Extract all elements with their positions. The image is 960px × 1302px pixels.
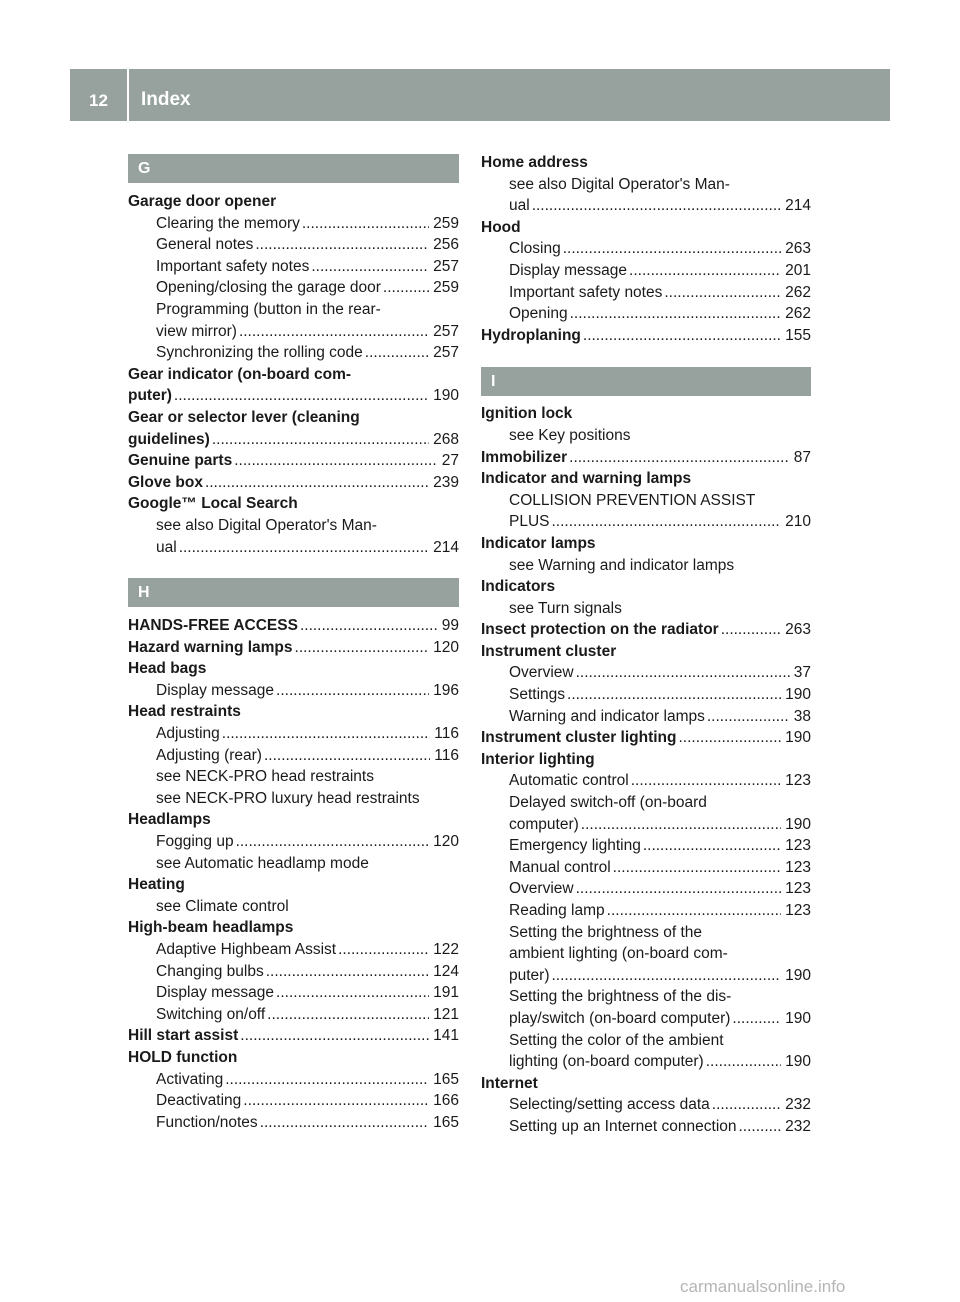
- entry-text: Opening/closing the garage door: [156, 279, 381, 297]
- index-subentry: [128, 831, 459, 853]
- entry-text: lighting (on-board computer): [509, 1053, 704, 1071]
- index-subentry: [481, 943, 811, 965]
- index-entry: [481, 727, 811, 749]
- entry-text: Home address: [481, 154, 588, 171]
- entry-text: ual: [156, 538, 177, 556]
- dot-leader: [732, 1008, 781, 1030]
- entry-text: Display message: [156, 984, 275, 1002]
- entry-text: Emergency lighting: [509, 837, 641, 855]
- page-reference: 201: [785, 261, 811, 279]
- dot-leader: [365, 342, 429, 364]
- dot-leader: [678, 727, 781, 749]
- section-letter-header: G: [128, 154, 459, 183]
- entry-text: see Automatic headlamp mode: [156, 854, 369, 872]
- page-reference: 120: [433, 833, 459, 851]
- page-reference: 190: [785, 1009, 811, 1027]
- page-reference: 191: [433, 984, 459, 1002]
- entry-text: Hydroplaning: [481, 326, 581, 344]
- index-subentry: [481, 857, 811, 879]
- dot-leader: [712, 1094, 781, 1116]
- page-number: 12: [89, 91, 108, 110]
- entry-text: Instrument cluster: [481, 642, 617, 660]
- index-entry: [128, 1025, 459, 1047]
- index-subentry: [481, 922, 811, 944]
- dot-leader: [643, 835, 781, 857]
- index-subentry: [128, 1112, 459, 1134]
- page-reference: 123: [785, 837, 811, 855]
- dot-leader: [179, 537, 429, 559]
- entry-text: Programming (button in the rear-: [156, 300, 381, 318]
- index-subentry: [128, 342, 459, 364]
- entry-text: Setting the brightness of the: [509, 923, 703, 941]
- section-letter-header: I: [481, 367, 811, 396]
- index-entry: [128, 658, 459, 680]
- dot-leader: [631, 770, 781, 792]
- index-entry: [481, 533, 811, 555]
- page-reference: 232: [785, 1096, 811, 1114]
- entry-text: Glove box: [128, 473, 203, 491]
- page-reference: 257: [433, 344, 459, 362]
- page-reference: 190: [785, 686, 811, 704]
- index-subentry: [481, 282, 811, 304]
- index-entry: [128, 364, 459, 386]
- index-subentry: [128, 939, 459, 961]
- dot-leader: [583, 325, 781, 347]
- entry-text: Indicator and warning lamps: [481, 470, 692, 488]
- dot-leader: [311, 256, 429, 278]
- dot-leader: [581, 814, 781, 836]
- index-subentry: [481, 900, 811, 922]
- index-subentry: [481, 706, 811, 728]
- entry-text: Synchronizing the rolling code: [156, 344, 363, 362]
- entry-text: Genuine parts: [128, 452, 233, 470]
- entry-text: Important safety notes: [509, 283, 663, 301]
- page-reference: 27: [441, 452, 459, 470]
- page-reference: 190: [785, 729, 811, 747]
- dot-leader: [267, 1004, 429, 1026]
- dot-leader: [570, 303, 782, 325]
- index-subentry: [481, 260, 811, 282]
- dot-leader: [302, 213, 429, 235]
- page-reference: 123: [785, 772, 811, 790]
- index-subentry: [128, 321, 459, 343]
- entry-text: Automatic control: [509, 772, 629, 790]
- entry-text: Head bags: [128, 660, 207, 678]
- index-entry: [481, 576, 811, 598]
- entry-text: Display message: [156, 681, 275, 699]
- index-entry: [481, 403, 811, 425]
- entry-text: Indicators: [481, 578, 556, 596]
- entry-text: Hazard warning lamps: [128, 638, 293, 656]
- dot-leader: [567, 684, 781, 706]
- page-reference: 166: [433, 1092, 459, 1110]
- entry-text: see Turn signals: [509, 599, 622, 617]
- index-entry: [128, 874, 459, 896]
- page-reference: 257: [433, 322, 459, 340]
- entry-text: Adjusting: [156, 725, 220, 743]
- index-entry: [128, 493, 459, 515]
- index-entry: [128, 615, 459, 637]
- entry-text: General notes: [156, 236, 254, 254]
- index-entry: [128, 385, 459, 407]
- entry-text: Internet: [481, 1074, 538, 1092]
- dot-leader: [552, 965, 782, 987]
- index-subentry: [481, 555, 811, 577]
- dot-leader: [721, 619, 781, 641]
- dot-leader: [552, 511, 782, 533]
- index-entry: [128, 450, 459, 472]
- index-entry: [128, 191, 459, 213]
- page-reference: 165: [433, 1070, 459, 1088]
- index-subentry: [481, 195, 811, 217]
- index-subentry: [481, 835, 811, 857]
- index-subentry: [128, 1004, 459, 1026]
- index-subentry: [481, 238, 811, 260]
- page-reference: 38: [793, 707, 811, 725]
- index-subentry: [128, 277, 459, 299]
- entry-text: see Climate control: [156, 897, 289, 915]
- page-reference: 123: [785, 858, 811, 876]
- index-entry: [128, 701, 459, 723]
- index-entry: [481, 619, 811, 641]
- entry-text: Closing: [509, 240, 561, 258]
- index-subentry: [481, 662, 811, 684]
- index-subentry: [128, 1069, 459, 1091]
- section-spacer: [128, 558, 459, 576]
- index-subentry: [128, 961, 459, 983]
- index-entry: [128, 809, 459, 831]
- index-subentry: [481, 986, 811, 1008]
- page-reference: 196: [433, 681, 459, 699]
- entry-text: see NECK-PRO head restraints: [156, 768, 374, 786]
- entry-text: puter): [509, 966, 550, 984]
- index-entry: [481, 325, 811, 347]
- page-reference: 155: [785, 326, 811, 344]
- dot-leader: [234, 450, 438, 472]
- entry-text: Display message: [509, 261, 628, 279]
- entry-text: Warning and indicator lamps: [509, 707, 705, 725]
- entry-text: Settings: [509, 686, 566, 704]
- page-reference: 190: [785, 815, 811, 833]
- page-reference: 87: [793, 448, 811, 466]
- entry-text: Activating: [156, 1070, 224, 1088]
- entry-text: Heating: [128, 876, 185, 894]
- page-reference: 190: [785, 1053, 811, 1071]
- index-subentry: [481, 1051, 811, 1073]
- index-entry: [481, 1073, 811, 1095]
- entry-text: Setting up an Internet connection: [509, 1117, 737, 1135]
- dot-leader: [255, 234, 429, 256]
- index-subentry: [481, 1094, 811, 1116]
- dot-leader: [383, 277, 429, 299]
- entry-text: guidelines): [128, 430, 210, 448]
- page-reference: 262: [785, 305, 811, 323]
- entry-text: Overview: [509, 664, 574, 682]
- page-reference: 214: [785, 197, 811, 215]
- entry-text: PLUS: [509, 513, 550, 531]
- dot-leader: [576, 662, 790, 684]
- dot-leader: [664, 282, 781, 304]
- entry-text: Setting the brightness of the dis-: [509, 988, 732, 1006]
- entry-text: Google™ Local Search: [128, 495, 298, 513]
- entry-text: see also Digital Operator's Man-: [509, 175, 730, 193]
- index-subentry: [128, 788, 459, 810]
- entry-text: Interior lighting: [481, 750, 595, 768]
- page-reference: 121: [433, 1005, 459, 1023]
- header-title: Index: [141, 89, 191, 110]
- index-subentry: [481, 814, 811, 836]
- dot-leader: [174, 385, 429, 407]
- dot-leader: [607, 900, 781, 922]
- entry-text: Headlamps: [128, 811, 211, 829]
- entry-text: Reading lamp: [509, 902, 605, 919]
- index-subentry: [128, 234, 459, 256]
- dot-leader: [276, 982, 429, 1004]
- dot-leader: [260, 1112, 429, 1134]
- page-reference: 190: [785, 966, 811, 984]
- entry-text: see also Digital Operator's Man-: [156, 516, 377, 534]
- entry-text: Ignition lock: [481, 405, 573, 423]
- dot-leader: [613, 857, 781, 879]
- entry-text: Function/notes: [156, 1113, 258, 1131]
- dot-leader: [240, 1025, 429, 1047]
- index-subentry: [481, 425, 811, 447]
- page-reference: 123: [785, 880, 811, 898]
- entry-text: ual: [509, 197, 530, 215]
- index-subentry: [481, 792, 811, 814]
- page-reference: 120: [433, 638, 459, 656]
- index-subentry: [128, 680, 459, 702]
- entry-text: Instrument cluster lighting: [481, 729, 677, 747]
- index-subentry: [481, 1008, 811, 1030]
- index-subentry: [481, 965, 811, 987]
- page-reference: 123: [785, 902, 811, 919]
- entry-text: Overview: [509, 880, 574, 898]
- page-reference: 214: [433, 538, 459, 556]
- index-subentry: [481, 684, 811, 706]
- index-subentry: [128, 853, 459, 875]
- page-reference: 190: [433, 387, 459, 405]
- index-subentry: [481, 303, 811, 325]
- entry-text: ambient lighting (on-board com-: [509, 945, 728, 963]
- dot-leader: [264, 745, 430, 767]
- entry-text: Setting the color of the ambient: [509, 1031, 724, 1049]
- index-entry: [128, 917, 459, 939]
- page-reference: 37: [793, 664, 811, 682]
- index-entry: [128, 1047, 459, 1069]
- entry-text: see NECK-PRO luxury head restraints: [156, 789, 420, 807]
- page-reference: 124: [433, 962, 459, 980]
- index-column-right: [481, 152, 811, 1138]
- page-reference: 263: [785, 621, 811, 639]
- entry-text: Changing bulbs: [156, 962, 264, 980]
- entry-text: Adaptive Highbeam Assist: [156, 941, 337, 958]
- entry-text: Gear indicator (on-board com-: [128, 365, 352, 383]
- entry-text: Hill start assist: [128, 1027, 239, 1045]
- page-reference: 116: [434, 725, 459, 743]
- dot-leader: [706, 1051, 781, 1073]
- page-reference: 259: [433, 279, 459, 297]
- entry-text: view mirror): [156, 322, 237, 340]
- index-subentry: [481, 770, 811, 792]
- index-subentry: [128, 896, 459, 918]
- dot-leader: [276, 680, 429, 702]
- entry-text: COLLISION PREVENTION ASSIST: [509, 491, 756, 509]
- index-subentry: [481, 878, 811, 900]
- index-entry: [128, 407, 459, 429]
- page-reference: 257: [433, 257, 459, 275]
- index-entry: [481, 749, 811, 771]
- dot-leader: [707, 706, 790, 728]
- entry-text: play/switch (on-board computer): [509, 1009, 731, 1027]
- index-entry: [481, 641, 811, 663]
- dot-leader: [236, 831, 430, 853]
- entry-text: Indicator lamps: [481, 534, 596, 552]
- dot-leader: [569, 447, 790, 469]
- dot-leader: [563, 238, 781, 260]
- index-subentry: [481, 511, 811, 533]
- index-subentry: [128, 723, 459, 745]
- entry-text: Fogging up: [156, 833, 234, 851]
- dot-leader: [532, 195, 781, 217]
- index-subentry: [481, 1030, 811, 1052]
- entry-text: Deactivating: [156, 1092, 242, 1110]
- entry-text: Hood: [481, 218, 521, 236]
- dot-leader: [300, 615, 438, 637]
- watermark: carmanualsonline.info: [680, 1277, 846, 1296]
- index-subentry: [481, 490, 811, 512]
- page-reference: 239: [433, 473, 459, 491]
- entry-text: Clearing the memory: [156, 214, 300, 232]
- entry-text: see Warning and indicator lamps: [509, 556, 735, 574]
- index-subentry: [128, 537, 459, 559]
- page-reference: 268: [433, 430, 459, 448]
- page-reference: 99: [441, 617, 459, 635]
- index-subentry: [128, 515, 459, 537]
- index-subentry: [481, 174, 811, 196]
- index-subentry: [128, 1090, 459, 1112]
- page-reference: 141: [433, 1027, 459, 1045]
- dot-leader: [338, 939, 429, 961]
- entry-text: HANDS-FREE ACCESS: [128, 617, 298, 635]
- dot-leader: [576, 878, 782, 900]
- page-reference: 122: [433, 941, 459, 958]
- index-subentry: [128, 745, 459, 767]
- dot-leader: [243, 1090, 429, 1112]
- index-subentry: [128, 213, 459, 235]
- entry-text: HOLD function: [128, 1048, 238, 1066]
- index-subentry: [481, 598, 811, 620]
- index-entry: [481, 468, 811, 490]
- index-subentry: [128, 766, 459, 788]
- index-entry: [128, 637, 459, 659]
- dot-leader: [222, 723, 431, 745]
- entry-text: Switching on/off: [156, 1005, 266, 1023]
- index-entry: [128, 472, 459, 494]
- page-reference: 165: [433, 1113, 459, 1131]
- page-reference: 259: [433, 214, 459, 232]
- entry-text: computer): [509, 815, 579, 833]
- dot-leader: [266, 961, 429, 983]
- dot-leader: [629, 260, 781, 282]
- page-reference: 210: [785, 513, 811, 531]
- index-subentry: [128, 299, 459, 321]
- entry-text: High-beam headlamps: [128, 919, 294, 937]
- page-header: [70, 69, 890, 121]
- header-divider: [127, 69, 129, 121]
- page-reference: 262: [785, 283, 811, 301]
- entry-text: Gear or selector lever (cleaning: [128, 408, 360, 426]
- entry-text: Manual control: [509, 858, 611, 876]
- index-column-left: [128, 152, 459, 1133]
- page-reference: 232: [785, 1117, 811, 1135]
- dot-leader: [239, 321, 429, 343]
- entry-text: Insect protection on the radiator: [481, 621, 719, 639]
- entry-text: Garage door opener: [128, 193, 277, 210]
- entry-text: see Key positions: [509, 426, 631, 444]
- dot-leader: [212, 429, 429, 451]
- entry-text: puter): [128, 387, 172, 405]
- section-letter-header: H: [128, 578, 459, 607]
- entry-text: Delayed switch-off (on-board: [509, 794, 707, 812]
- entry-text: Head restraints: [128, 703, 241, 721]
- dot-leader: [295, 637, 430, 659]
- index-entry: [481, 447, 811, 469]
- dot-leader: [205, 472, 429, 494]
- index-subentry: [481, 1116, 811, 1138]
- index-entry: [481, 217, 811, 239]
- index-entry: [128, 429, 459, 451]
- dot-leader: [225, 1069, 429, 1091]
- page-reference: 116: [434, 746, 459, 764]
- entry-text: Important safety notes: [156, 257, 310, 275]
- page-reference: 256: [433, 236, 459, 254]
- index-entry: [481, 152, 811, 174]
- entry-text: Selecting/setting access data: [509, 1096, 710, 1114]
- index-subentry: [128, 256, 459, 278]
- index-subentry: [128, 982, 459, 1004]
- entry-text: Immobilizer: [481, 448, 568, 466]
- entry-text: Adjusting (rear): [156, 746, 262, 764]
- page-reference: 263: [785, 240, 811, 258]
- entry-text: Opening: [509, 305, 568, 323]
- dot-leader: [739, 1116, 782, 1138]
